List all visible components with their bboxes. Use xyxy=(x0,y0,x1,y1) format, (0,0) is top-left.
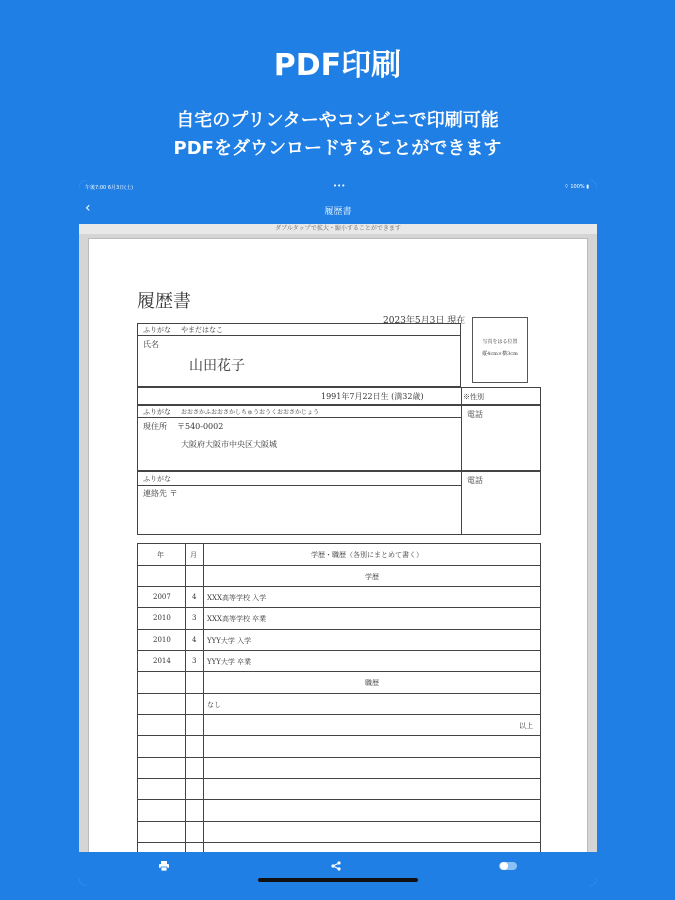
row-month: 3 xyxy=(192,614,197,622)
share-icon[interactable] xyxy=(331,860,341,874)
status-bar xyxy=(79,180,597,194)
divider xyxy=(461,405,462,471)
subtitle-line-1: 自宅のプリンターやコンビニで印刷可能 xyxy=(176,110,499,131)
row-line xyxy=(137,778,541,779)
row-line xyxy=(137,607,541,608)
col-desc: 学歴・職歴（各別にまとめて書く） xyxy=(311,551,423,559)
section-work: 職歴 xyxy=(365,679,379,687)
row-line xyxy=(137,629,541,630)
row-desc: XXX高等学校 入学 xyxy=(207,594,267,602)
row-line xyxy=(137,565,541,566)
battery-wifi-status: ⌔ 100% ▮ xyxy=(564,184,589,190)
status-time: 午後7:00 6月3日(土) xyxy=(85,185,134,191)
contact-label: 連絡先 〒 xyxy=(143,489,178,498)
phone-label: 電話 xyxy=(467,410,483,419)
row-desc: XXX高等学校 卒業 xyxy=(207,615,267,623)
row-line xyxy=(137,693,541,694)
back-chevron-icon[interactable]: ‹ xyxy=(85,200,91,216)
row-year: 2007 xyxy=(153,593,171,601)
row-line xyxy=(137,650,541,651)
birth-date: 1991年7月22日生 (満32歳) xyxy=(321,392,424,401)
pdf-viewer[interactable] xyxy=(79,234,597,852)
resume-page xyxy=(88,238,588,858)
divider xyxy=(137,417,461,418)
photo-placeholder xyxy=(472,317,528,383)
photo-line-2: 縦4cm×横3cm xyxy=(482,351,518,357)
divider xyxy=(185,543,186,863)
row-month: 3 xyxy=(192,657,197,665)
contact-furigana-label: ふりがな xyxy=(143,475,171,483)
divider xyxy=(203,543,204,863)
divider xyxy=(461,471,462,535)
nav-bar xyxy=(79,194,597,224)
end-mark: 以上 xyxy=(519,722,533,730)
address-furigana-label: ふりがな xyxy=(143,408,171,416)
postal-code: 〒540-0002 xyxy=(177,422,224,431)
gender-label: ※性別 xyxy=(463,393,484,401)
row-line xyxy=(137,842,541,843)
row-year: 2010 xyxy=(153,614,171,622)
tablet-screen xyxy=(79,180,597,886)
print-icon[interactable] xyxy=(159,860,169,874)
row-line xyxy=(137,821,541,822)
name-value: 山田花子 xyxy=(189,358,245,374)
row-year: 2014 xyxy=(153,657,171,665)
address-label: 現住所 xyxy=(143,422,167,431)
row-line xyxy=(137,586,541,587)
contact-phone-label: 電話 xyxy=(467,476,483,485)
col-month: 月 xyxy=(190,551,197,559)
home-indicator[interactable] xyxy=(258,878,418,882)
divider xyxy=(137,485,461,486)
row-line xyxy=(137,671,541,672)
address-value: 大阪府大阪市中央区大阪城 xyxy=(181,440,277,449)
zoom-hint: ダブルタップで拡大・縮小することができます xyxy=(79,224,597,234)
furigana-label: ふりがな xyxy=(143,326,171,334)
row-month: 4 xyxy=(192,636,197,644)
row-year: 2010 xyxy=(153,636,171,644)
section-education: 学歴 xyxy=(365,573,379,581)
toggle-icon[interactable] xyxy=(499,860,517,874)
row-line xyxy=(137,735,541,736)
work-none: なし xyxy=(207,701,221,709)
divider xyxy=(461,387,462,405)
headline: PDF印刷 xyxy=(273,48,402,83)
furigana-value: やまだはなこ xyxy=(181,326,223,334)
row-desc: YYY大学 卒業 xyxy=(207,658,252,666)
photo-line-1: 写真をはる位置 xyxy=(482,339,518,345)
name-label: 氏名 xyxy=(143,340,159,349)
history-table xyxy=(137,543,541,863)
nav-title: 履歴書 xyxy=(324,207,352,217)
resume-title: 履歴書 xyxy=(137,291,191,312)
address-furigana-value: おおさかふおおさかしちゅうおうくおおさかじょう xyxy=(181,409,320,416)
row-desc: YYY大学 入学 xyxy=(207,637,252,645)
row-line xyxy=(137,757,541,758)
resume-date: 2023年5月3日 現在 xyxy=(383,316,466,326)
subtitle-line-2: PDFをダウンロードすることができます xyxy=(173,138,502,159)
divider xyxy=(137,335,461,336)
row-line xyxy=(137,799,541,800)
row-month: 4 xyxy=(192,593,197,601)
row-line xyxy=(137,714,541,715)
multitask-dots[interactable]: ••• xyxy=(333,182,346,190)
col-year: 年 xyxy=(157,551,164,559)
